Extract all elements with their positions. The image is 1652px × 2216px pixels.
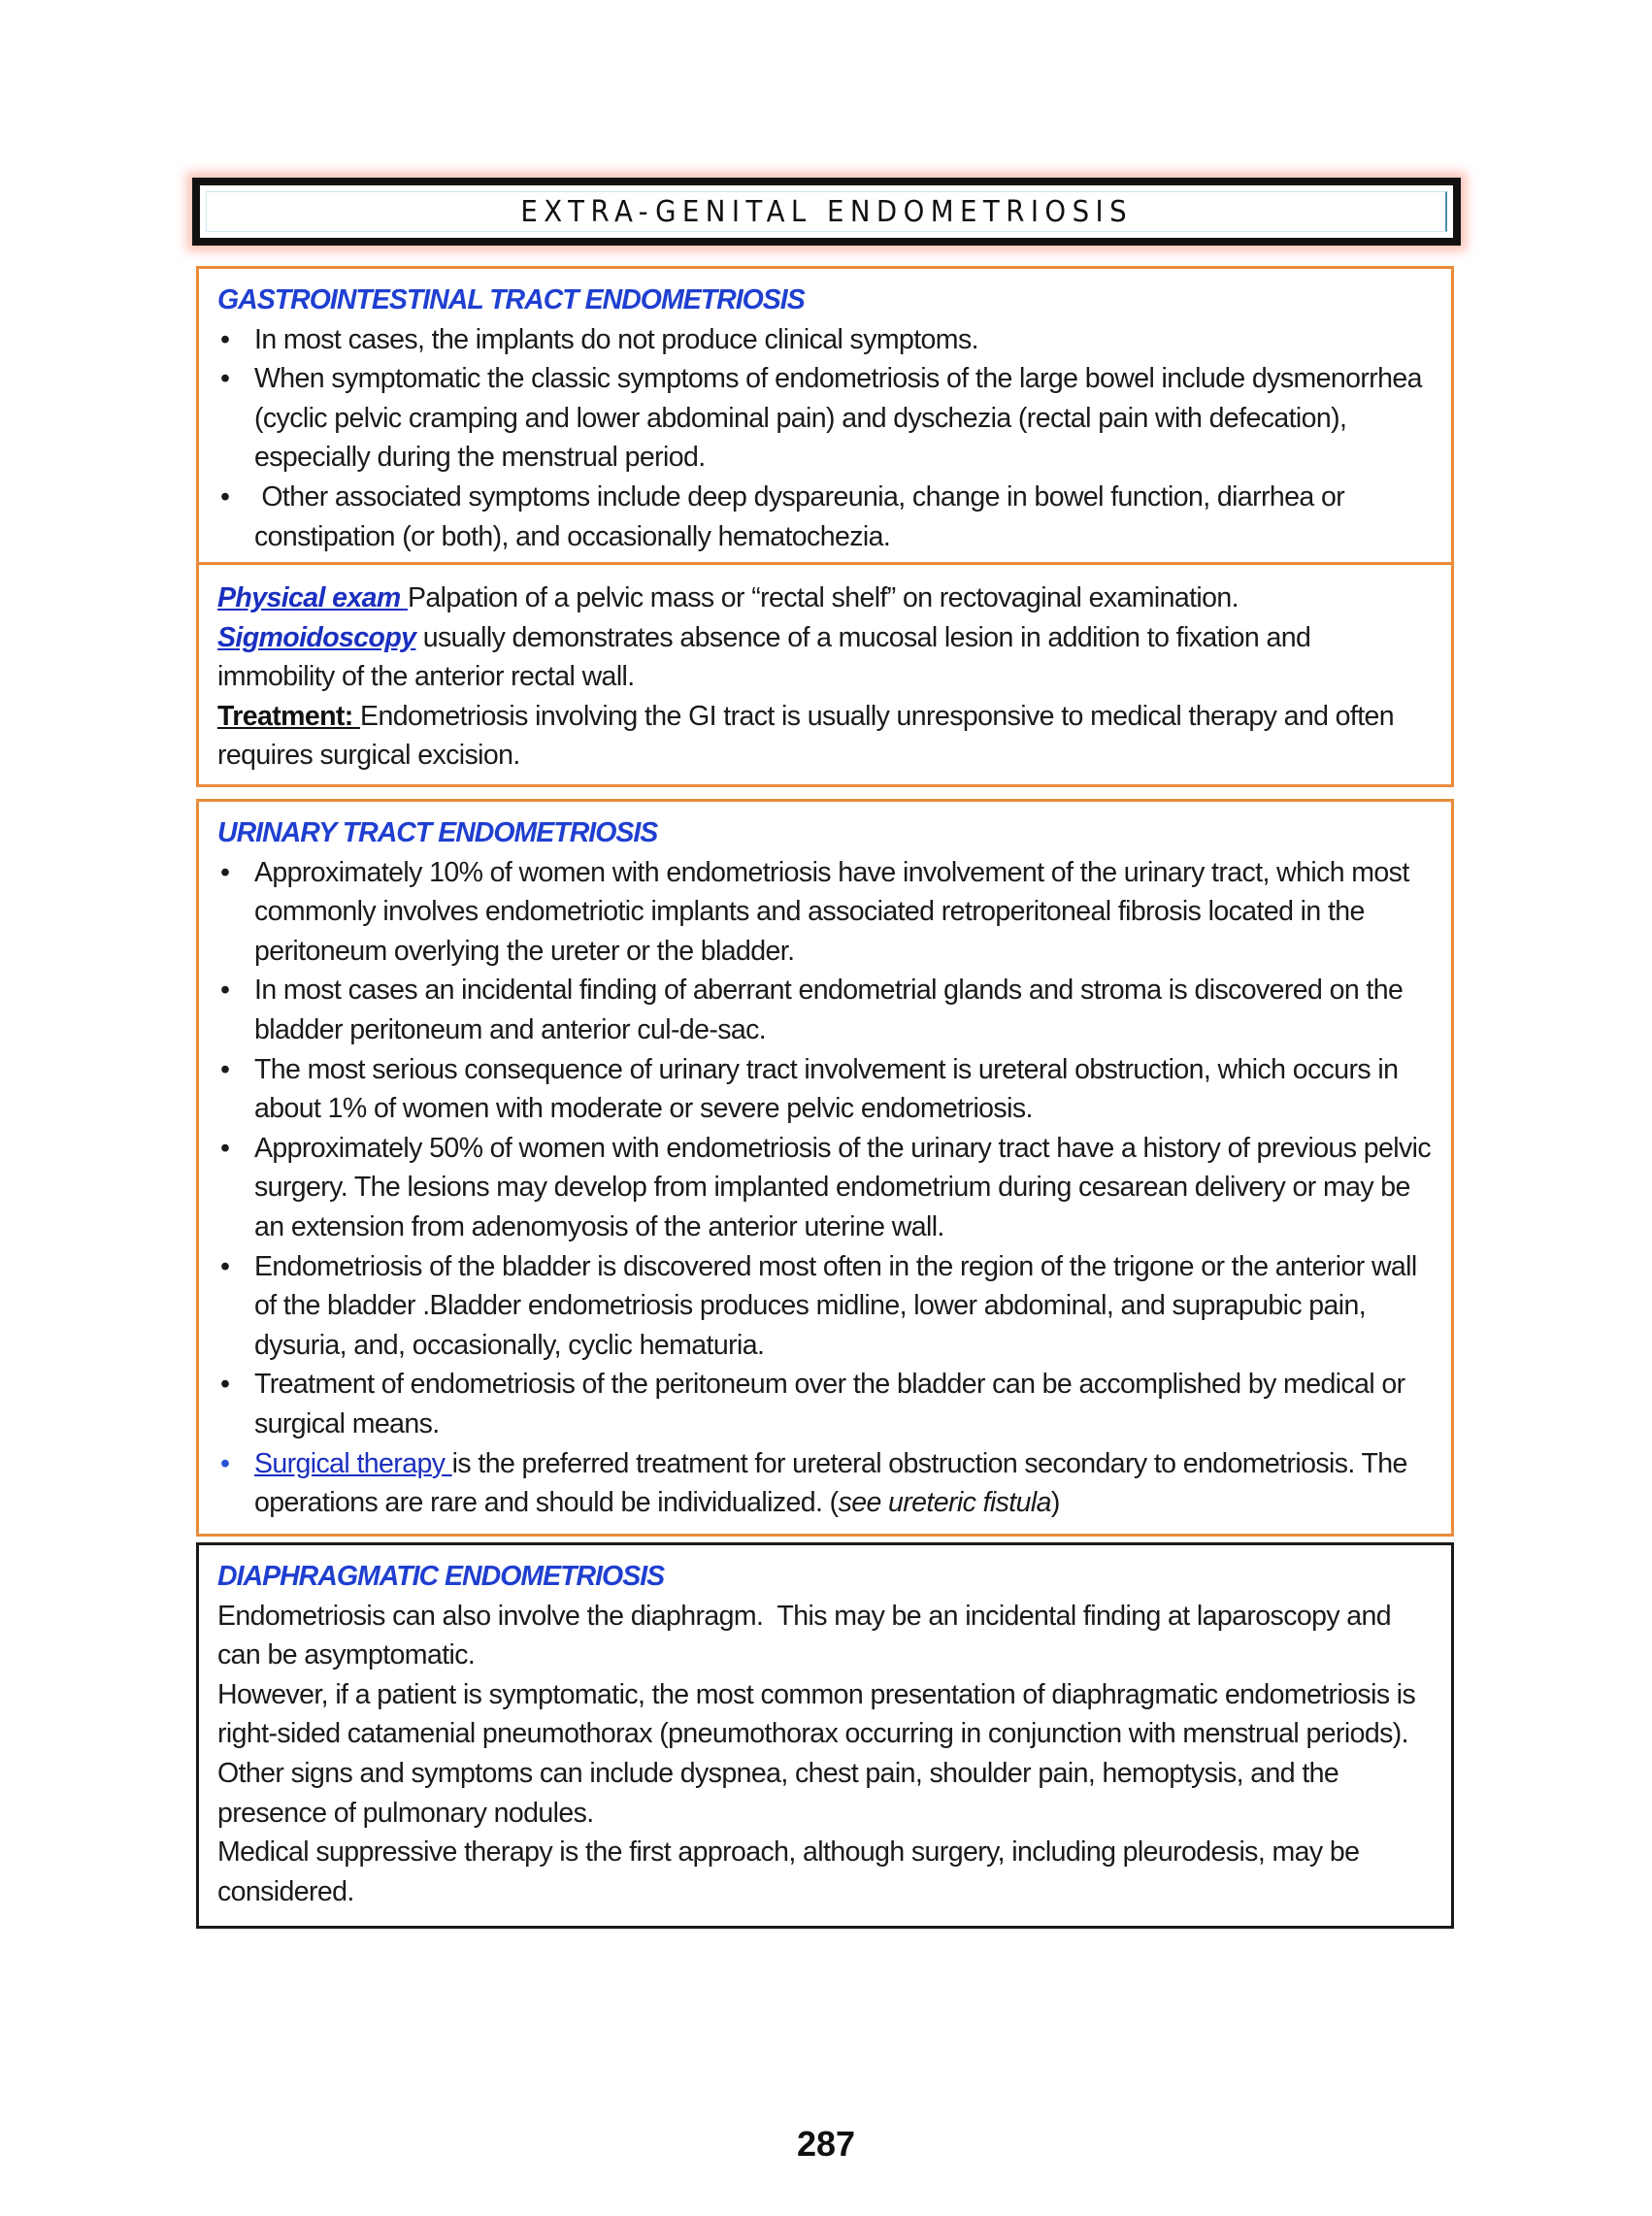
gi-exam-treatment-section (196, 562, 1454, 787)
list-item (217, 1365, 1434, 1443)
diaphragm-paragraph: Medical suppressive therapy is the first approach, although surgery, including pleurodesis, may be considered. (217, 1836, 1360, 1907)
sigmoidoscopy-link[interactable]: Sigmoidoscopy (217, 621, 416, 653)
bullet-icon: • (220, 856, 230, 888)
bullet-icon: • (220, 1053, 230, 1085)
urinary-tract-bullet-list (217, 853, 1434, 1523)
treatment-label: Treatment: (217, 700, 361, 732)
bullet-icon: • (220, 1132, 230, 1164)
bullet-icon: • (220, 1447, 230, 1479)
bullet-text: Treatment of endometriosis of the peritoneum over the bladder can be accomplished by medical or surgical means. (254, 1369, 1405, 1439)
bullet-text: Endometriosis of the bladder is discovered most often in the region of the trigone or the anterior wall of the bladder .Bladder endometriosis produces midline, lower abdominal, and suprapubic pain, dysuria, and, occasionally, cyclic hematuria. (254, 1250, 1417, 1361)
bullet-icon: • (220, 1369, 230, 1401)
bullet-icon: • (220, 480, 230, 513)
physical-exam-link[interactable]: Physical exam (217, 582, 408, 613)
gi-tract-section (196, 266, 1454, 565)
gi-tract-heading: GASTROINTESTINAL TRACT ENDOMETRIOSIS (217, 284, 805, 315)
list-item (217, 320, 1434, 360)
list-item (217, 1050, 1434, 1129)
page-title: EXTRA-GENITAL ENDOMETRIOSIS (520, 194, 1133, 229)
bullet-text: Approximately 50% of women with endometriosis of the urinary tract have a history of previous pelvic surgery. The lesions may develop from implanted endometrium during cesarean delivery or may be an extension from adenomyosis of the anterior uterine wall. (254, 1132, 1432, 1242)
list-item (217, 478, 1434, 556)
list-item (217, 359, 1434, 478)
bullet-text: Approximately 10% of women with endometriosis have involvement of the urinary tract, which most commonly involves endometriotic implants and associated retroperitoneal fibrosis located in the peritoneum overlying the ureter or the bladder. (254, 856, 1409, 967)
bullet-text: Other associated symptoms include deep dyspareunia, change in bowel function, diarrhea or constipation (or both), and occasionally hematochezia. (254, 480, 1352, 552)
diaphragm-paragraph: Endometriosis can also involve the diaphragm. This may be an incidental finding at laparoscopy and can be asymptomatic. (217, 1600, 1399, 1671)
page-title-banner (192, 178, 1461, 246)
diaphragm-paragraph: However, if a patient is symptomatic, the most common presentation of diaphragmatic endometriosis is right-sided catamenial pneumothorax (pneumothorax occurring in conjunction with menstrual periods). Other signs and symptoms can include dyspnea, chest pain, shoulder pain, hemoptysis, and the presence of pulmonary nodules. (217, 1678, 1416, 1829)
bullet-icon: • (220, 363, 230, 395)
urinary-tract-section (196, 799, 1454, 1537)
page-number: 287 (796, 2124, 856, 2164)
diaphragmatic-heading: DIAPHRAGMATIC ENDOMETRIOSIS (217, 1561, 665, 1592)
bullet-icon: • (220, 975, 230, 1007)
sigmoidoscopy-paragraph (217, 618, 1434, 697)
urinary-tract-heading: URINARY TRACT ENDOMETRIOSIS (217, 817, 658, 848)
bullet-text: is the preferred treatment for ureteral obstruction secondary to endometriosis. The operations are rare and should be individualized. ( (254, 1447, 1407, 1519)
sigmoidoscopy-text: usually demonstrates absence of a mucosal lesion in addition to fixation and immobility of the anterior rectal wall. (217, 621, 1311, 693)
bullet-icon: • (220, 1250, 230, 1282)
surgical-therapy-link[interactable]: Surgical therapy (254, 1447, 452, 1479)
treatment-text: Endometriosis involving the GI tract is usually unresponsive to medical therapy and often requires surgical excision. (217, 700, 1395, 772)
list-item (217, 1129, 1434, 1247)
treatment-paragraph (217, 697, 1434, 776)
list-item (217, 1247, 1434, 1366)
ureteric-fistula-reference: see ureteric fistula (838, 1487, 1051, 1519)
list-item (217, 853, 1434, 972)
physical-exam-text: Palpation of a pelvic mass or “rectal shelf” on rectovaginal examination. (408, 582, 1239, 613)
physical-exam-paragraph (217, 579, 1434, 618)
diaphragmatic-section (196, 1542, 1454, 1929)
bullet-text: In most cases, the implants do not produce clinical symptoms. (254, 323, 978, 355)
bullet-text: When symptomatic the classic symptoms of endometriosis of the large bowel include dysmenorrhea (cyclic pelvic cramping and lower abdominal pain) and dyschezia (rectal pain with defecation), especially during the menstrual period. (254, 363, 1422, 474)
list-item (217, 1444, 1434, 1523)
closing-paren: ) (1050, 1487, 1060, 1519)
list-item (217, 971, 1434, 1049)
bullet-icon: • (220, 323, 230, 355)
bullet-text: The most serious consequence of urinary tract involvement is ureteral obstruction, which occurs in about 1% of women with moderate or severe pelvic endometriosis. (254, 1053, 1399, 1125)
bullet-text: In most cases an incidental finding of aberrant endometrial glands and stroma is discovered on the bladder peritoneum and anterior cul-de-sac. (254, 975, 1404, 1045)
gi-tract-bullet-list (217, 320, 1434, 557)
